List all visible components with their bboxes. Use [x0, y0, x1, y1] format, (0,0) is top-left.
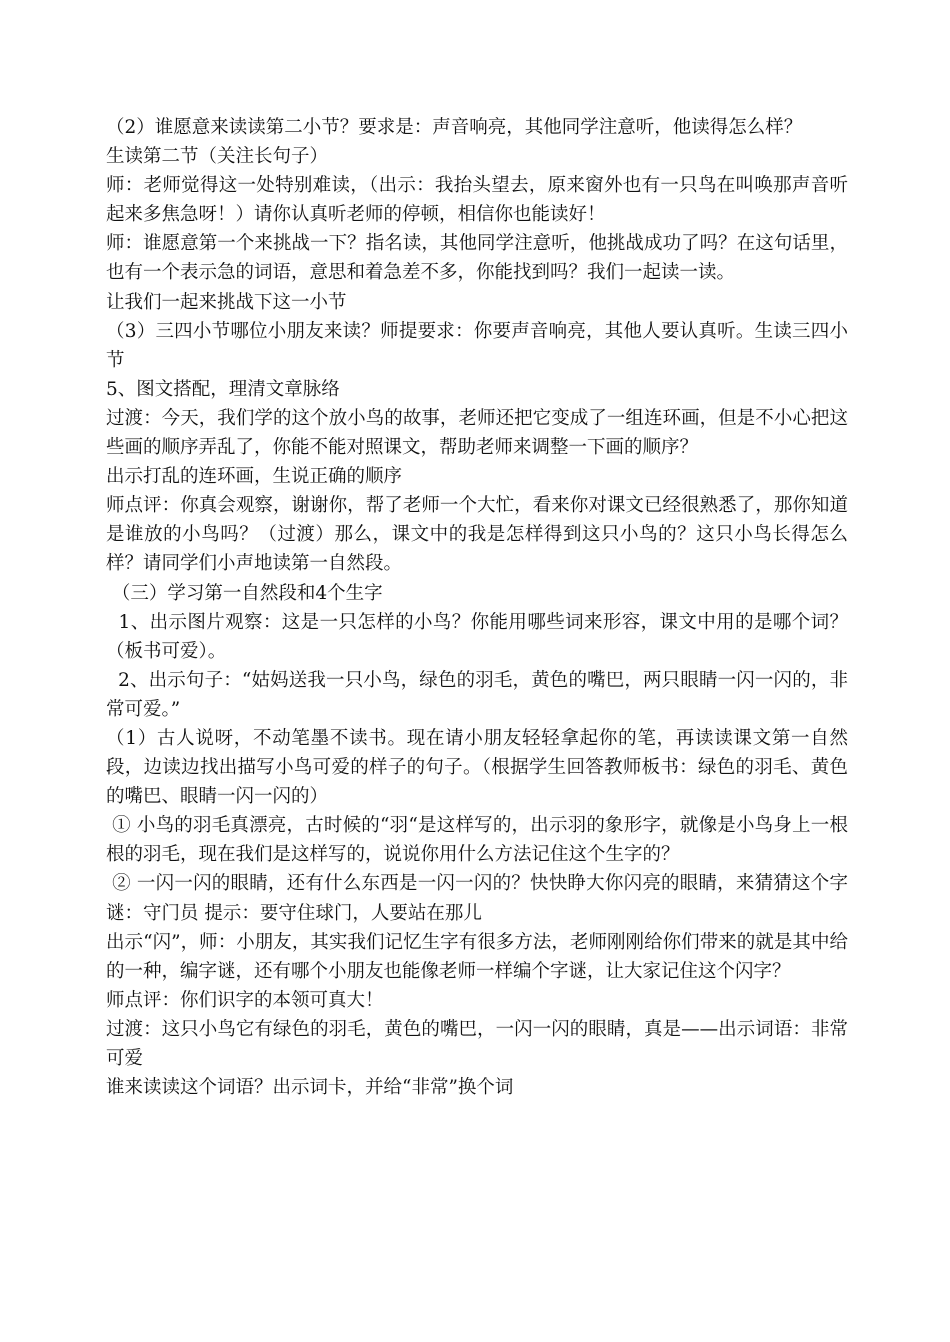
paragraph-q2-read-section-two: （2）谁愿意来读读第二小节？要求是：声音响亮，其他同学注意听，他读得怎么样？: [106, 117, 803, 138]
paragraph-teacher-hard-sentence: 师：老师觉得这一处特别难读，（出示：我抬头望去，原来窗外也有一只鸟在叫唤那声音听起来多焦急呀！）请你认真听老师的停顿，相信你也能读好！: [106, 175, 848, 226]
document-body: [106, 113, 848, 1102]
paragraph-blinking-eyes-riddle: ② 一闪一闪的眼睛，还有什么东西是一闪一闪的？快快睁大你闪亮的眼睛，来猜猜这个字谜：守门员 提示：要守住球门，人要站在那儿: [106, 873, 848, 924]
paragraph-step-one-observe: 1、出示图片观察：这是一只怎样的小鸟？你能用哪些词来形容，课文中用的是哪个词？（板书可爱）。: [106, 611, 849, 662]
paragraph-step-two-sentence: 2、出示句子：“姑妈送我一只小鸟，绿色的羽毛，黄色的嘴巴，两只眼睛一闪一闪的，非常可爱。”: [106, 669, 849, 720]
paragraph-heading-part-three: （三）学习第一自然段和4个生字: [106, 582, 383, 604]
paragraph-read-word-card: 谁来读读这个词语？出示词卡，并给“非常”换个词: [106, 1077, 514, 1099]
paragraph-teacher-comment-observe: 师点评：你真会观察，谢谢你，帮了老师一个大忙，看来你对课文已经很熟悉了，那你知道是谁放的小鸟吗？（过渡）那么，课文中的我是怎样得到这只小鸟的？这只小鸟长得怎么样？请同学们小声地读第一自然段。: [106, 495, 848, 575]
paragraph-transition-very-cute: 过渡：这只小鸟它有绿色的羽毛，黄色的嘴巴，一闪一闪的眼睛，真是——出示词语：非常可爱: [106, 1018, 848, 1069]
paragraph-transition-comic: 过渡：今天，我们学的这个放小鸟的故事，老师还把它变成了一组连环画，但是不小心把这些画的顺序弄乱了，你能不能对照课文，帮助老师来调整一下画的顺序？: [106, 407, 848, 459]
paragraph-challenge-together: 让我们一起来挑战下这一小节: [106, 291, 347, 313]
paragraph-student-reads-section-two: 生读第二节（关注长句子）: [106, 146, 329, 168]
paragraph-teacher-challenge: 师：谁愿意第一个来挑战一下？指名读，其他同学注意听，他挑战成功了吗？在这句话里，也有一个表示急的词语，意思和着急差不多，你能找到吗？我们一起读一读。: [106, 233, 848, 284]
paragraph-q1-ancient-saying: （1）古人说呀，不动笔墨不读书。现在请小朋友轻轻拿起你的笔，再读读课文第一自然段，边读边找出描写小鸟可爱的样子的句子。（根据学生回答教师板书：绿色的羽毛、黄色的嘴巴、眼睛一闪一闪的）: [106, 727, 848, 808]
paragraph-feather-character: ① 小鸟的羽毛真漂亮，古时候的“羽“是这样写的，出示羽的象形字，就像是小鸟身上一根根的羽毛，现在我们是这样写的，说说你用什么方法记住这个生字的？: [106, 815, 848, 866]
paragraph-show-shan-character: 出示“闪”，师：小朋友，其实我们记忆生字有很多方法，老师刚刚给你们带来的就是其中给的一种，编字谜，还有哪个小朋友也能像老师一样编个字谜，让大家记住这个闪字？: [106, 931, 848, 982]
paragraph-show-comic-order: 出示打乱的连环画，生说正确的顺序: [106, 466, 403, 488]
paragraph-heading-picture-text: 5、图文搭配，理清文章脉络: [106, 378, 340, 400]
paragraph-teacher-praise: 师点评：你们识字的本领可真大！: [106, 989, 384, 1011]
paragraph-q3-sections-three-four: （3）三四小节哪位小朋友来读？师提要求：你要声音响亮，其他人要认真听。生读三四小节: [106, 320, 848, 371]
